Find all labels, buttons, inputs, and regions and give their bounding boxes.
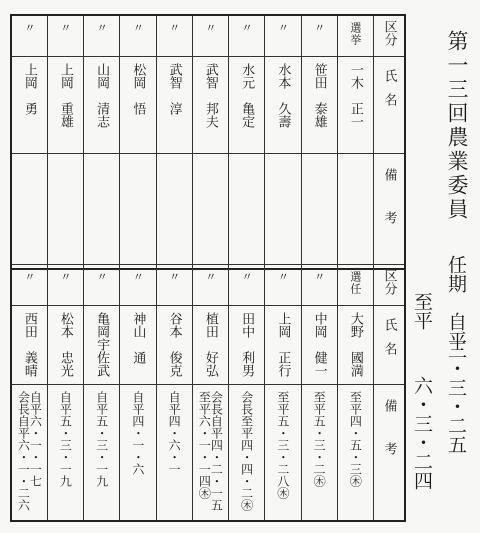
notes-cell xyxy=(265,154,301,270)
notes-text: 至平五・三・二八㊍ xyxy=(275,391,290,499)
category-cell xyxy=(337,265,373,306)
category-cell xyxy=(265,265,301,306)
category-text: 〃 xyxy=(95,271,109,283)
name-cell xyxy=(84,57,120,154)
term-to-value: 六・三・二四 xyxy=(411,376,433,490)
notes-cell xyxy=(337,154,373,270)
category-cell xyxy=(47,265,83,306)
category-cell xyxy=(229,15,265,57)
category-text: 〃 xyxy=(167,22,181,34)
notes-header xyxy=(374,154,406,270)
name-cell xyxy=(265,57,301,154)
notes-header-label: 備考 xyxy=(381,168,397,254)
notes-cell xyxy=(156,385,192,522)
notes-cell xyxy=(120,385,156,522)
notes-header-label: 備考 xyxy=(381,399,397,485)
name-text: 植田 好弘 xyxy=(202,312,218,377)
category-header xyxy=(374,265,406,306)
category-header xyxy=(374,15,406,57)
category-cell xyxy=(47,15,83,57)
name-text: 大野 國満 xyxy=(347,312,363,377)
category-text: 〃 xyxy=(131,271,145,283)
notes-cell xyxy=(156,154,192,270)
category-text: 〃 xyxy=(276,22,290,34)
name-cell xyxy=(156,306,192,385)
category-cell xyxy=(156,265,192,306)
notes-cell xyxy=(47,154,83,270)
notes-text: 自平四・六・一 xyxy=(167,391,182,475)
name-text: 田中 利男 xyxy=(239,312,255,377)
notes-cell xyxy=(11,385,47,522)
category-cell xyxy=(11,15,47,57)
notes-text: 自平五・三・一九 xyxy=(94,391,109,487)
name-text: 松岡 悟 xyxy=(130,63,146,115)
category-text: 〃 xyxy=(240,22,254,34)
category-text: 〃 xyxy=(312,271,326,283)
notes-cell xyxy=(84,385,120,522)
name-cell xyxy=(229,306,265,385)
notes-text: 至平五・三・二㊍ xyxy=(312,391,327,487)
name-header xyxy=(374,306,406,385)
category-row xyxy=(11,15,405,57)
notes-cell xyxy=(120,154,156,270)
notes-cell xyxy=(11,154,47,270)
name-cell xyxy=(229,57,265,154)
name-text: 谷本 俊克 xyxy=(166,312,182,377)
category-text: 〃 xyxy=(276,271,290,283)
name-text: 山岡 清志 xyxy=(94,63,110,128)
category-text: 選任 xyxy=(348,271,362,295)
category-cell xyxy=(301,265,337,306)
term-to-label: 至平 xyxy=(411,292,433,330)
category-header-label: 区分 xyxy=(381,269,397,295)
category-cell xyxy=(84,15,120,57)
name-text: 笹田 泰雄 xyxy=(311,63,327,128)
category-text: 〃 xyxy=(22,22,36,34)
notes-text: 至平四・五・三㊍ xyxy=(348,391,363,487)
name-text: 武智 淳 xyxy=(166,63,182,115)
name-text: 亀岡宇佐武 xyxy=(94,312,110,377)
name-row xyxy=(11,57,405,154)
notes-cell xyxy=(301,385,337,522)
name-text: 西田 義晴 xyxy=(21,312,37,377)
name-cell xyxy=(11,57,47,154)
name-cell xyxy=(156,57,192,154)
category-cell xyxy=(120,15,156,57)
notes-cell xyxy=(301,154,337,270)
name-header-label: 氏名 xyxy=(381,318,397,366)
name-text: 松本 忠光 xyxy=(57,312,73,377)
notes-cell xyxy=(229,154,265,270)
notes-cell xyxy=(337,385,373,522)
category-text: 〃 xyxy=(58,271,72,283)
name-text: 上岡 重雄 xyxy=(57,63,73,128)
page-title: 第一三回農業委員 xyxy=(445,30,469,222)
term-from-label: 任期 自平 xyxy=(445,255,467,350)
name-text: 中岡 健一 xyxy=(311,312,327,377)
category-header-label: 区分 xyxy=(381,20,397,46)
name-header-label: 氏名 xyxy=(381,69,397,117)
name-cell xyxy=(337,306,373,385)
notes-cell xyxy=(84,154,120,270)
notes-cell xyxy=(192,154,228,270)
category-cell xyxy=(120,265,156,306)
category-cell xyxy=(192,15,228,57)
notes-text: 自平五・三・一九 xyxy=(58,391,73,487)
notes-text: 自平六・一・一七 会長自平六・一・二六 xyxy=(16,391,43,511)
notes-row xyxy=(11,154,405,270)
category-text: 〃 xyxy=(58,22,72,34)
notes-header xyxy=(374,385,406,522)
roster-table-appointed xyxy=(10,264,406,522)
term-from-value: 三・三・二五 xyxy=(445,340,467,454)
name-text: 水元 亀定 xyxy=(239,63,255,128)
notes-cell xyxy=(229,385,265,522)
category-text: 〃 xyxy=(240,271,254,283)
name-cell xyxy=(192,57,228,154)
category-cell xyxy=(156,15,192,57)
category-text: 選挙 xyxy=(348,22,362,46)
name-cell xyxy=(120,306,156,385)
name-cell xyxy=(11,306,47,385)
category-text: 〃 xyxy=(131,22,145,34)
name-text: 上岡 勇 xyxy=(21,63,37,115)
category-cell xyxy=(11,265,47,306)
notes-cell xyxy=(47,385,83,522)
name-cell xyxy=(337,57,373,154)
name-header xyxy=(374,57,406,154)
category-cell xyxy=(192,265,228,306)
notes-cell xyxy=(265,385,301,522)
name-text: 一木 正一 xyxy=(347,63,363,128)
category-cell xyxy=(265,15,301,57)
name-text: 水本 久壽 xyxy=(275,63,291,128)
category-cell xyxy=(84,265,120,306)
category-text: 〃 xyxy=(167,271,181,283)
category-text: 〃 xyxy=(312,22,326,34)
name-cell xyxy=(47,57,83,154)
name-text: 上岡 正行 xyxy=(275,312,291,377)
name-row xyxy=(11,306,405,385)
name-cell xyxy=(265,306,301,385)
name-cell xyxy=(192,306,228,385)
category-cell xyxy=(229,265,265,306)
notes-text: 会長自平四・二・一五 至平六・一・一四㊍ xyxy=(197,391,224,511)
category-cell xyxy=(301,15,337,57)
notes-text: 会長至平四・四・二㊍ xyxy=(239,391,254,511)
notes-row xyxy=(11,385,405,522)
category-cell xyxy=(337,15,373,57)
name-cell xyxy=(301,57,337,154)
category-text: 〃 xyxy=(95,22,109,34)
name-text: 武智 邦夫 xyxy=(202,63,218,128)
notes-cell xyxy=(192,385,228,522)
category-text: 〃 xyxy=(22,271,36,283)
category-text: 〃 xyxy=(203,271,217,283)
roster-table-elected xyxy=(10,14,406,270)
name-cell xyxy=(47,306,83,385)
category-row xyxy=(11,265,405,306)
name-cell xyxy=(120,57,156,154)
name-cell xyxy=(301,306,337,385)
name-text: 神山 通 xyxy=(130,312,146,364)
category-text: 〃 xyxy=(203,22,217,34)
name-cell xyxy=(84,306,120,385)
notes-text: 自平四・一・六 xyxy=(130,391,145,475)
